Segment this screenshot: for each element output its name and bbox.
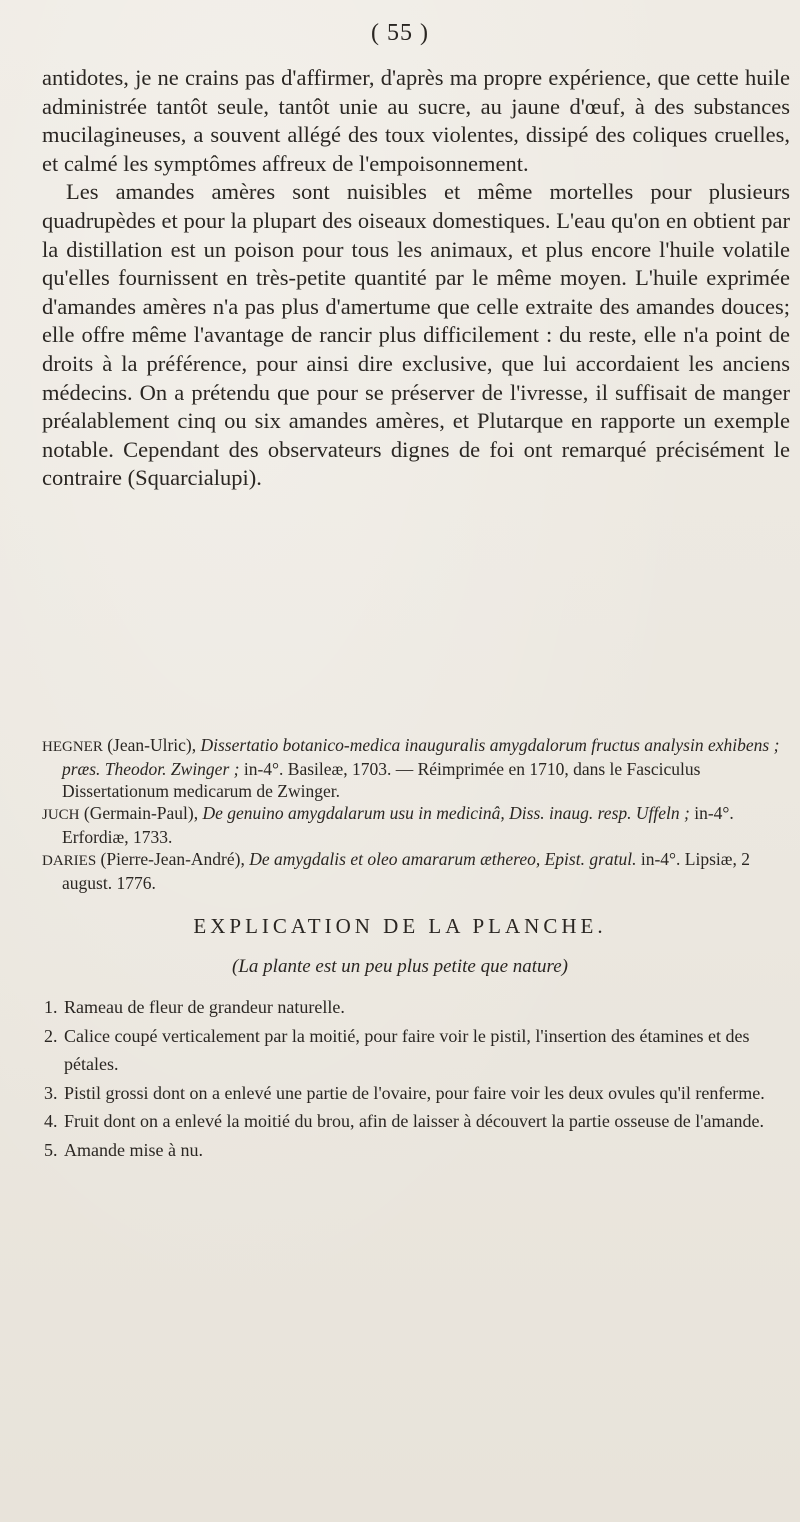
page-number: ( 55 ) (371, 20, 429, 46)
item-number: 4. (44, 1111, 58, 1131)
reference-daries (42, 848, 790, 894)
reference-author: JUCH (42, 807, 80, 823)
paragraph-bitter-almonds: Les amandes amères sont nuisibles et même mortelles pour plusieurs quadrupèdes et pour la plupart des oiseaux domestiques. L'eau qu'on en obtient par la distillation est un poison pour tous les animaux, et plus encore l'huile volatile qu'elles fournissent en très-petite quantité par le même moyen. L'huile exprimée d'amandes amères n'a pas plus d'amertume que celle extraite des amandes douces; elle offre même l'avantage de rancir plus difficilement : du reste, elle n'a point de droits à la préférence, pour ainsi dire exclusive, que lui accordaient les anciens médecins. On a prétendu que pour se préserver de l'ivresse, il suffisait de manger préalablement cinq ou six amandes amères, et Plutarque en rapporte un exemple notable. Cependant des observateurs dignes de foi ont remarqué précisément le contraire (Squarcialupi). (42, 179, 790, 491)
reference-forename: (Jean-Ulric), (107, 735, 197, 755)
item-text: Calice coupé verticalement par la moitié, pour faire voir le pistil, l'insertion des étamines et des pétales. (64, 1025, 750, 1074)
reference-author: HEGNER (42, 739, 103, 755)
list-item (44, 1022, 784, 1079)
reference-hegner (42, 734, 790, 802)
item-number: 1. (44, 997, 58, 1017)
item-number: 5. (44, 1139, 58, 1160)
bibliography (42, 734, 790, 894)
main-text (42, 64, 790, 493)
reference-details: in-4°. Basileæ, 1703. — Réimprimée en 1710, dans le Fasciculus Dissertationum medicarum de Zwinger. (62, 759, 701, 801)
list-item (44, 1107, 784, 1136)
item-text: Amande mise à nu. (64, 1139, 203, 1160)
plate-heading: EXPLICATION DE LA PLANCHE. (193, 914, 607, 938)
item-text: Rameau de fleur de grandeur naturelle. (64, 997, 345, 1017)
list-item (44, 993, 784, 1022)
reference-juch (42, 802, 790, 848)
plate-legend (44, 993, 784, 1164)
reference-title: De amygdalis et oleo amararum æthereo, Epist. gratul. (249, 849, 637, 869)
list-item (44, 1136, 784, 1165)
list-item (44, 1079, 784, 1108)
reference-author: DARIES (42, 853, 97, 869)
reference-forename: (Pierre-Jean-André), (100, 849, 245, 869)
reference-title: Dissertatio botanico-medica inauguralis amygdalorum fructus analysin exhibens ; præs. Theodor. Zwinger ; (62, 735, 780, 779)
item-number: 3. (44, 1082, 58, 1103)
plate-subheading: (La plante est un peu plus petite que nature) (232, 956, 568, 977)
reference-details: in-4°. Lipsiæ, 2 august. 1776. (62, 849, 750, 893)
reference-details: in-4°. Erfordiæ, 1733. (62, 803, 734, 847)
reference-forename: (Germain-Paul), (83, 803, 199, 823)
reference-title: De genuino amygdalarum usu in medicinâ, Diss. inaug. resp. Uffeln ; (202, 803, 690, 823)
item-text: Pistil grossi dont on a enlevé une partie de l'ovaire, pour faire voir les deux ovules qu'il renferme. (64, 1082, 765, 1103)
item-number: 2. (44, 1025, 58, 1046)
paragraph-continuation: antidotes, je ne crains pas d'affirmer, d'après ma propre expérience, que cette huile administrée tantôt seule, tantôt unie au sucre, au jaune d'œuf, à des substances mucilagineuses, a souvent allégé des toux violentes, dissipé des coliques cruelles, et calmé les symptômes affreux de l'empoisonnement. (42, 65, 790, 176)
item-text: Fruit dont on a enlevé la moitié du brou, afin de laisser à découvert la partie osseuse de l'amande. (64, 1111, 765, 1131)
